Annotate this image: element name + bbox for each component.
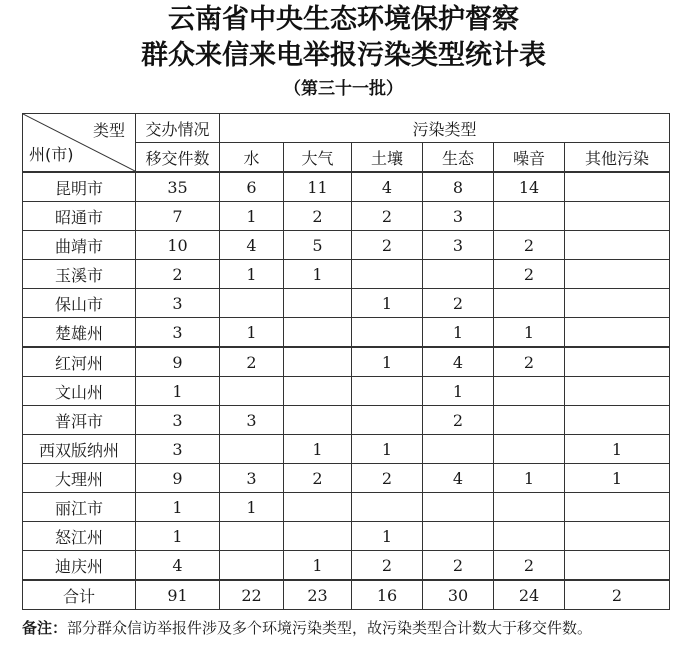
eco-cell: 4 xyxy=(423,347,494,377)
soil-cell: 1 xyxy=(352,289,423,318)
region-cell: 普洱市 xyxy=(23,406,136,435)
water-cell xyxy=(220,551,284,581)
noise-cell xyxy=(494,435,565,464)
other-cell xyxy=(565,377,670,406)
other-cell xyxy=(565,347,670,377)
region-cell: 曲靖市 xyxy=(23,231,136,260)
table-row xyxy=(23,260,670,289)
other-cell xyxy=(565,202,670,231)
water-cell: 22 xyxy=(220,580,284,610)
count-cell: 9 xyxy=(136,464,220,493)
noise-cell xyxy=(494,289,565,318)
water-cell: 6 xyxy=(220,172,284,202)
other-cell xyxy=(565,172,670,202)
eco-cell: 1 xyxy=(423,318,494,348)
air-cell: 1 xyxy=(284,260,352,289)
water-cell: 1 xyxy=(220,202,284,231)
soil-cell xyxy=(352,318,423,348)
soil-cell: 16 xyxy=(352,580,423,610)
eco-cell: 4 xyxy=(423,464,494,493)
soil-cell xyxy=(352,406,423,435)
col-header-air: 大气 xyxy=(284,143,352,173)
noise-cell: 24 xyxy=(494,580,565,610)
col-header-noise: 噪音 xyxy=(494,143,565,173)
other-cell: 2 xyxy=(565,580,670,610)
count-cell: 1 xyxy=(136,522,220,551)
air-cell: 1 xyxy=(284,551,352,581)
col-header-ecology: 生态 xyxy=(423,143,494,173)
region-cell: 昭通市 xyxy=(23,202,136,231)
air-cell xyxy=(284,493,352,522)
water-cell: 1 xyxy=(220,260,284,289)
table-row xyxy=(23,377,670,406)
footnote-text: 部分群众信访举报件涉及多个环境污染类型，故污染类型合计数大于移交件数。 xyxy=(67,619,593,637)
table-row xyxy=(23,347,670,377)
count-cell: 3 xyxy=(136,289,220,318)
soil-cell: 2 xyxy=(352,464,423,493)
water-cell: 1 xyxy=(220,318,284,348)
noise-cell: 2 xyxy=(494,231,565,260)
count-cell: 9 xyxy=(136,347,220,377)
type-label: 类型 xyxy=(92,121,125,140)
eco-cell: 2 xyxy=(423,406,494,435)
col-header-water: 水 xyxy=(220,143,284,173)
table-row xyxy=(23,231,670,260)
noise-cell xyxy=(494,406,565,435)
air-cell: 1 xyxy=(284,435,352,464)
water-cell: 3 xyxy=(220,464,284,493)
air-cell: 23 xyxy=(284,580,352,610)
soil-cell: 1 xyxy=(352,435,423,464)
eco-cell xyxy=(423,260,494,289)
eco-cell xyxy=(423,493,494,522)
air-cell xyxy=(284,318,352,348)
count-cell: 35 xyxy=(136,172,220,202)
eco-cell: 2 xyxy=(423,289,494,318)
count-cell: 2 xyxy=(136,260,220,289)
eco-cell: 2 xyxy=(423,551,494,581)
water-cell: 1 xyxy=(220,493,284,522)
page-subtitle: 群众来信来电举报污染类型统计表 xyxy=(141,40,546,71)
region-cell: 大理州 xyxy=(23,464,136,493)
water-cell xyxy=(220,377,284,406)
batch-label: （第三十一批） xyxy=(284,79,403,99)
footnote-label: 备注： xyxy=(22,619,68,637)
noise-cell: 1 xyxy=(494,318,565,348)
handover-count-header: 移交件数 xyxy=(136,143,220,173)
eco-cell: 3 xyxy=(423,202,494,231)
noise-cell xyxy=(494,377,565,406)
noise-cell: 2 xyxy=(494,260,565,289)
other-cell xyxy=(565,289,670,318)
eco-cell xyxy=(423,435,494,464)
soil-cell: 1 xyxy=(352,347,423,377)
air-cell: 2 xyxy=(284,464,352,493)
soil-cell xyxy=(352,493,423,522)
other-cell: 1 xyxy=(565,435,670,464)
noise-cell: 2 xyxy=(494,551,565,581)
air-cell xyxy=(284,347,352,377)
table-row xyxy=(23,289,670,318)
soil-cell xyxy=(352,260,423,289)
water-cell: 4 xyxy=(220,231,284,260)
table-row xyxy=(23,551,670,581)
table-row xyxy=(23,522,670,551)
region-label: 州(市) xyxy=(29,145,74,164)
region-cell: 西双版纳州 xyxy=(23,435,136,464)
air-cell xyxy=(284,289,352,318)
noise-cell: 2 xyxy=(494,347,565,377)
air-cell xyxy=(284,406,352,435)
region-cell: 合计 xyxy=(23,580,136,610)
count-cell: 3 xyxy=(136,318,220,348)
eco-cell: 3 xyxy=(423,231,494,260)
water-cell xyxy=(220,435,284,464)
water-cell: 2 xyxy=(220,347,284,377)
air-cell: 2 xyxy=(284,202,352,231)
table-row xyxy=(23,493,670,522)
count-cell: 3 xyxy=(136,435,220,464)
water-cell xyxy=(220,522,284,551)
region-cell: 楚雄州 xyxy=(23,318,136,348)
table-body xyxy=(23,172,670,610)
table-row xyxy=(23,464,670,493)
water-cell: 3 xyxy=(220,406,284,435)
noise-cell: 1 xyxy=(494,464,565,493)
noise-cell xyxy=(494,202,565,231)
diagonal-header-cell xyxy=(23,114,136,173)
table-row xyxy=(23,202,670,231)
region-cell: 保山市 xyxy=(23,289,136,318)
handover-header: 交办情况 xyxy=(136,114,220,143)
noise-cell xyxy=(494,522,565,551)
eco-cell xyxy=(423,522,494,551)
soil-cell xyxy=(352,377,423,406)
soil-cell: 4 xyxy=(352,172,423,202)
table-row xyxy=(23,406,670,435)
soil-cell: 2 xyxy=(352,231,423,260)
region-cell: 玉溪市 xyxy=(23,260,136,289)
air-cell: 11 xyxy=(284,172,352,202)
pollution-group-header: 污染类型 xyxy=(220,114,670,143)
eco-cell: 30 xyxy=(423,580,494,610)
air-cell xyxy=(284,522,352,551)
region-cell: 文山州 xyxy=(23,377,136,406)
col-header-other: 其他污染 xyxy=(565,143,670,173)
air-cell: 5 xyxy=(284,231,352,260)
count-cell: 4 xyxy=(136,551,220,581)
table-row xyxy=(23,580,670,610)
soil-cell: 2 xyxy=(352,551,423,581)
other-cell xyxy=(565,231,670,260)
count-cell: 10 xyxy=(136,231,220,260)
page-title: 云南省中央生态环境保护督察 xyxy=(168,4,519,35)
region-cell: 丽江市 xyxy=(23,493,136,522)
footnote xyxy=(22,618,682,638)
region-cell: 迪庆州 xyxy=(23,551,136,581)
region-cell: 昆明市 xyxy=(23,172,136,202)
col-header-soil: 土壤 xyxy=(352,143,423,173)
eco-cell: 1 xyxy=(423,377,494,406)
air-cell xyxy=(284,377,352,406)
other-cell xyxy=(565,406,670,435)
count-cell: 7 xyxy=(136,202,220,231)
count-cell: 1 xyxy=(136,377,220,406)
noise-cell xyxy=(494,493,565,522)
count-cell: 3 xyxy=(136,406,220,435)
statistics-table xyxy=(22,113,670,610)
count-cell: 1 xyxy=(136,493,220,522)
region-cell: 红河州 xyxy=(23,347,136,377)
other-cell xyxy=(565,260,670,289)
soil-cell: 2 xyxy=(352,202,423,231)
other-cell xyxy=(565,551,670,581)
other-cell xyxy=(565,522,670,551)
region-cell: 怒江州 xyxy=(23,522,136,551)
table-row xyxy=(23,435,670,464)
soil-cell: 1 xyxy=(352,522,423,551)
other-cell: 1 xyxy=(565,464,670,493)
other-cell xyxy=(565,493,670,522)
count-cell: 91 xyxy=(136,580,220,610)
noise-cell: 14 xyxy=(494,172,565,202)
water-cell xyxy=(220,289,284,318)
table-row xyxy=(23,172,670,202)
table-row xyxy=(23,318,670,348)
eco-cell: 8 xyxy=(423,172,494,202)
other-cell xyxy=(565,318,670,348)
